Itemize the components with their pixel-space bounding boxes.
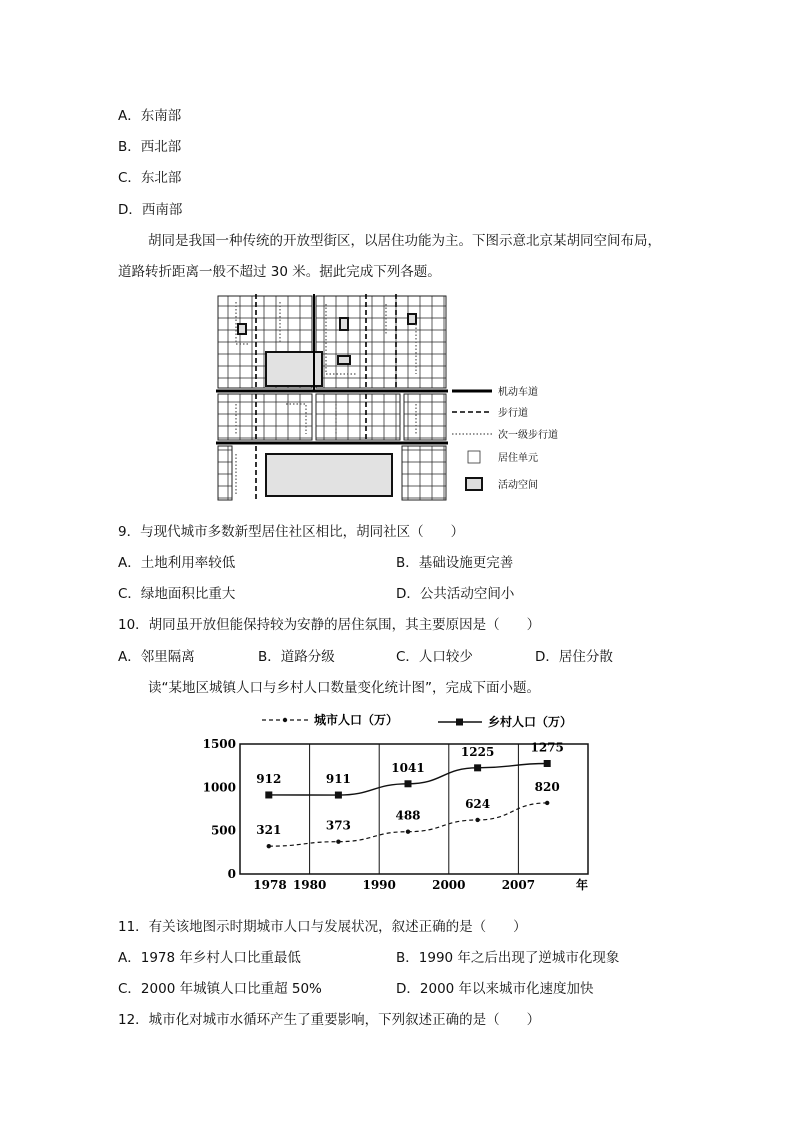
activity-space [340, 318, 348, 330]
q11-stem: 11．有关该地图示时期城市人口与发展状况，叙述正确的是（ ） [118, 919, 527, 935]
intro-paragraph-line2: 道路转折距离一般不超过 30 米。据此完成下列各题。 [118, 264, 441, 280]
activity-space [408, 314, 416, 324]
x-tick-label: 2000 [432, 878, 466, 892]
option-d: D．西南部 [118, 202, 183, 218]
activity-space [338, 356, 350, 364]
data-point [336, 839, 340, 843]
x-tick-label: 1980 [292, 878, 327, 892]
q10-option-c: C．人口较少 [396, 649, 473, 665]
data-point [335, 792, 342, 799]
x-tick-label: 1990 [362, 878, 396, 892]
q11-option-b: B．1990 年之后出现了逆城市化现象 [396, 950, 620, 966]
block [316, 296, 446, 388]
y-tick-label: 1000 [202, 780, 236, 795]
q9-option-a: A．土地利用率较低 [118, 555, 236, 571]
option-a: A．东南部 [118, 108, 182, 124]
q11-option-d: D．2000 年以来城市化速度加快 [396, 981, 594, 997]
block [218, 446, 232, 500]
data-label: 624 [465, 796, 491, 811]
q9-option-c: C．绿地面积比重大 [118, 586, 236, 602]
q12-stem: 12．城市化对城市水循环产生了重要影响，下列叙述正确的是（ ） [118, 1012, 541, 1028]
intro-paragraph-line1: 胡同是我国一种传统的开放型街区，以居住功能为主。下图示意北京某胡同空间布局， [148, 233, 661, 249]
data-point [405, 780, 412, 787]
y-tick-label: 500 [210, 823, 236, 838]
q9-stem: 9．与现代城市多数新型居住社区相比，胡同社区（ ） [118, 524, 465, 540]
legend-secondary-footpath: 次一级步行道 [498, 430, 558, 441]
x-unit-label: 年 [576, 878, 589, 892]
legend-series-1: 乡村人口（万） [488, 715, 573, 729]
x-tick-label: 1978 [253, 878, 287, 892]
data-label: 1225 [460, 744, 495, 759]
data-label: 1275 [530, 740, 564, 755]
data-label: 1041 [391, 760, 425, 775]
option-b: B．西北部 [118, 139, 182, 155]
option-c: C．东北部 [118, 170, 182, 186]
q9-option-d: D．公共活动空间小 [396, 586, 515, 602]
legend-footpath: 步行道 [498, 408, 528, 419]
data-label: 911 [325, 772, 351, 787]
data-point [474, 764, 481, 771]
x-tick-label: 2007 [501, 878, 536, 892]
hutong-map [216, 294, 576, 502]
q10-option-d: D．居住分散 [535, 649, 613, 665]
q11-option-a: A．1978 年乡村人口比重最低 [118, 950, 301, 966]
data-point [267, 844, 271, 848]
block [404, 394, 446, 440]
q10-stem: 10．胡同虽开放但能保持较为安静的居住氛围，其主要原因是（ ） [118, 617, 541, 633]
population-chart [200, 706, 600, 898]
data-point [406, 830, 410, 834]
block [218, 394, 312, 440]
y-tick-label: 1500 [202, 737, 236, 751]
data-point [475, 818, 479, 822]
data-point [544, 760, 551, 767]
data-label: 373 [325, 818, 351, 833]
q10-option-b: B．道路分级 [258, 649, 335, 665]
data-label: 912 [256, 771, 282, 786]
block [316, 394, 400, 440]
data-label: 488 [395, 808, 421, 823]
block [402, 446, 446, 500]
data-point [545, 801, 549, 805]
activity-space [238, 324, 246, 334]
legend-activity-space: 活动空间 [498, 480, 538, 491]
legend-marker [456, 719, 463, 726]
y-tick-label: 0 [227, 867, 236, 881]
activity-space [266, 454, 392, 496]
legend-residential-unit: 居住单元 [498, 453, 538, 464]
data-point [265, 791, 272, 798]
intro2-paragraph: 读“某地区城镇人口与乡村人口数量变化统计图”，完成下面小题。 [148, 680, 540, 696]
q9-option-b: B．基础设施更完善 [396, 555, 514, 571]
legend-motorway: 机动车道 [498, 387, 538, 398]
legend-marker [283, 718, 287, 722]
q10-option-a: A．邻里隔离 [118, 649, 195, 665]
data-label: 321 [256, 823, 282, 838]
data-label: 820 [534, 779, 560, 794]
legend-series-0: 城市人口（万） [314, 713, 399, 727]
q11-option-c: C．2000 年城镇人口比重超 50% [118, 981, 322, 997]
